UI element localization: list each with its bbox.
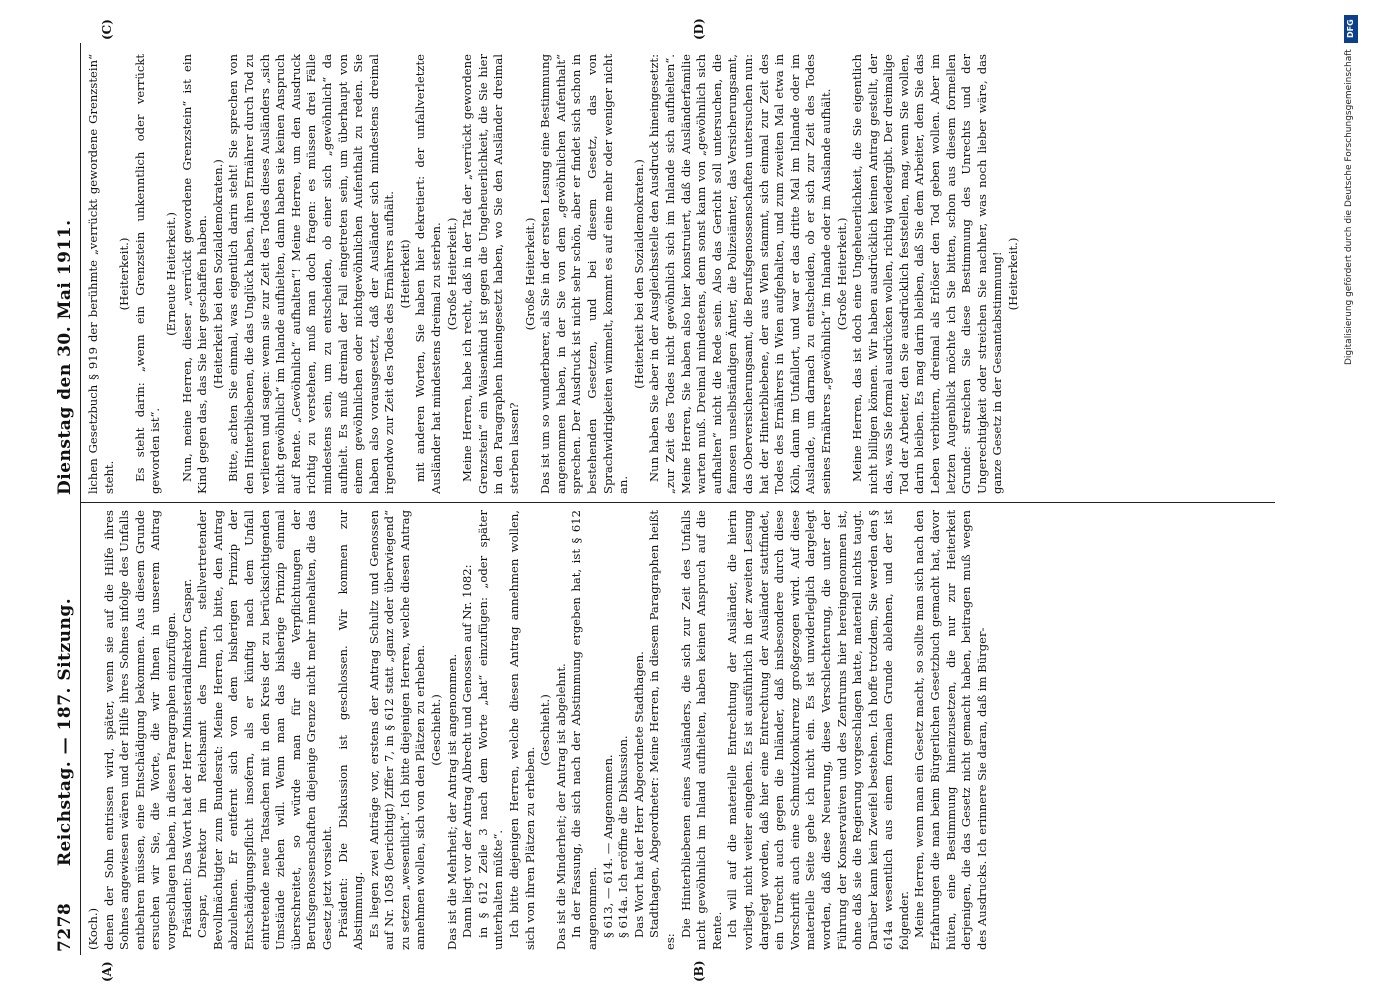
paragraph: (Große Heiterkeit.) xyxy=(444,217,459,331)
paragraph: Nun haben Sie aber in der Ausgleichsstelle den Ausdruck hineingesetzt: „zur Zeit des Todes nicht gewöhnlich sich im Inlande sich aufhielten“. Meine Herren, Sie haben also hier konstruiert, daß die Ausländerfamilie warten muß. Dreimal mindestens, denn sonst kann von „gewöhnlich sich aufhalten“ nicht die Rede sein. Also das Gericht soll untersuchen, die famosen unselbständigen Ämter, die Polizeiämter, das Versicherungsamt, das Oberversicherungsamt, die Berufsgenossenschaften untersuchen nun: hat der Hinterbliebene, der aus Wien stammt, sich einmal zur Zeit des Todes des Ernährers in Wien aufgehalten, und zum zweiten Mal etwa in Köln, dann im Unfallort, und war er das dritte Mal im Inlande oder im Auslande, um darnach zu entscheiden, ob er sich zur Zeit des Todes seines Ernährers „gewöhnlich“ im Inlande oder im Auslande aufhält. xyxy=(647,54,833,494)
paragraph: In der Fassung, die sich nach der Abstimmung ergeben hat, ist § 612 angenommen. xyxy=(569,510,599,950)
paragraph: § 614a. Ich eröffne die Diskussion. xyxy=(616,735,631,938)
paragraph: Dann liegt vor der Antrag Albrecht und Genossen auf Nr. 1082: xyxy=(460,564,475,938)
margin-mark-c: (C) xyxy=(100,19,114,40)
paragraph: Es steht darin: „wenn ein Grenzstein unkenntlich oder verrückt geworden ist“. xyxy=(132,54,163,494)
margin-mark-a: (A) xyxy=(100,961,114,982)
right-page-header xyxy=(55,55,81,495)
paragraph: Bitte, achten Sie einmal, was eigentlich darin steht! Sie sprechen von den Hinterbliebenen, die das Unglück haben, ihren Ernährer durch Tod zu verlieren und sagen: wenn sie zur Zeit des Todes dieses Ausländers „sich nicht gewöhnlich“ im Inlande aufhielten, dann haben sie keinen Anspruch auf Rente. „Gewöhnlich“ aufhalten“! Meine Herren, um den Ausdruck richtig zu verstehen, muß man doch fragen: es müssen drei Fälle mindestens sein, um zu entscheiden, ob einer sich „gewöhnlich“ da aufhielt. Es muß dreimal der Fall eingetreten sein, um überhaupt von einem gewöhnlichen oder nichtgewöhnlichen Aufenthalt zu reden. Sie haben also vorausgesetzt, daß der Ausländer sich mindestens dreimal irgendwo zur Zeit des Todes des Ernährers aufhält. xyxy=(226,54,397,494)
paragraph: Das Wort hat der Herr Abgeordnete Stadthagen. xyxy=(631,651,646,938)
page-number: 7278 xyxy=(55,902,75,952)
paragraph: Es liegen zwei Anträge vor, erstens der Antrag Schultz und Genossen auf Nr. 1058 (berichtigt) Ziffer 7, in § 612 statt „ganz oder überwiegend“ zu setzen „wesentlich“. Ich bitte diejenigen Herren, welche diesen Antrag annehmen wollen, sich von den Plätzen zu erheben. xyxy=(366,510,428,950)
paragraph: (Heiterkeit bei den Sozialdemokraten.) xyxy=(210,159,225,389)
paragraph: Ich will auf die materielle Entrechtung der Ausländer, die hierin vorliegt, nicht weiter eingehen. Es ist ausführlich in der zweiten Lesung dargelegt worden, daß hier eine Entrechtung der Ausländer stattfindet, ein Unrecht auch gegen die Inländer, daß insbesondere durch diese Vorschrift auch eine Schmutzkonkurrenz großgezogen wird. Auf diese materielle Seite gehe ich nicht ein. Es ist unwiderleglich dargelegt worden, daß diese Neuerung, diese Verschlechterung, die unter der Führung der Konservativen und des Zentrums hier hereingenommen ist, ohne daß sie die Regierung vorgeschlagen hatte, materiell nichts taugt. Darüber kann kein Zweifel bestehen. Ich hoffe trotzdem, Sie werden den § 614a wesentlich aus einem formalen Grunde ablehnen, und der ist folgender. xyxy=(725,510,911,950)
paragraph: (Große Heiterkeit.) xyxy=(834,217,849,331)
dfg-logo: DFG xyxy=(1344,15,1358,43)
right-text-column xyxy=(86,54,1271,494)
paragraph: Präsident: Die Diskussion ist geschlossen. Wir kommen zur Abstimmung. xyxy=(335,510,366,950)
margin-mark-d: (D) xyxy=(692,18,706,40)
header-rule xyxy=(80,43,81,955)
paragraph: § 613, — 614. — Angenommen. xyxy=(600,754,615,938)
paragraph: Das ist um so wunderbarer, als Sie in der ersten Lesung eine Bestimmung angenommen haben, in der Sie von dem „gewöhnlichen Aufenthalt“ sprechen. Der Ausdruck ist nicht sehr schön, aber er findet sich schon in bestehenden Gesetzen, und bei diesem Gesetz, das von Sprachwidrigkeiten wimmelt, kommt es auf eine mehr oder weniger nicht an. xyxy=(538,54,631,494)
left-running-title: Reichstag. — 187. Sitzung. xyxy=(55,597,75,867)
paragraph: Nun, meine Herren, dieser „verrückt gewordene Grenzstein“ ist ein Kind gegen das, das Sie hier geschaffen haben. xyxy=(179,54,210,494)
paragraph: (Geschieht.) xyxy=(538,694,553,766)
paragraph: (Heiterkeit.) xyxy=(1006,237,1021,311)
paragraph: Stadthagen, Abgeordneter: Meine Herren, in diesem Paragraphen heißt es: xyxy=(647,510,677,950)
paragraph: (Heiterkeit) xyxy=(397,239,412,309)
paragraph: Das ist die Minderheit; der Antrag ist abgelehnt. xyxy=(553,663,568,950)
paragraph: Caspar, Direktor im Reichsamt des Innern, stellvertretender Bevollmächtigter zum Bundesrat: Meine Herren, ich bitte, den Antrag abzulehnen. Er entfernt sich von dem bisherigen Prinzip der Entschädigungspflicht insofern, als er künftig nach dem Unfall eintretende neue Tatsachen mit in den Kreis der zu berücksichtigenden Umstände ziehen will. Wenn man das bisherige Prinzip einmal überschreitet, so würde man für die Verpflichtungen der Berufsgenossenschaften diejenige Grenze nicht mehr innehalten, die das Gesetz jetzt vorsieht. xyxy=(195,510,334,950)
paragraph: lichen Gesetzbuch § 919 der berühmte „verrückt gewordene Grenzstein“ steht. xyxy=(86,54,116,494)
paragraph: (Heiterkeit bei den Sozialdemokraten.) xyxy=(631,159,646,389)
right-running-title: Dienstag den 30. Mai 1911. xyxy=(55,219,75,495)
left-text-column xyxy=(86,510,1271,950)
paragraph: (Große Heiterkeit.) xyxy=(522,217,537,331)
paragraph: Meine Herren, wenn man ein Gesetz macht, so sollte man sich nach den Erfahrungen die man beim Bürgerlichen Gesetzbuch gemacht hat, davor hüten, eine Bestimmung hineinzusetzen, die nur zur Heiterkeit derjenigen, die das Gesetz nicht gemacht haben, beitragen muß wegen des Ausdrucks. Ich erinnere Sie daran, daß im Bürger- xyxy=(912,510,989,950)
digitization-sidebar xyxy=(1340,9,1380,991)
paragraph: in § 612 Zeile 3 nach dem Worte „hat“ einzufügen: „oder später unterhalten müßte“. xyxy=(475,510,506,950)
paragraph: denen der Sohn entrissen wird, später, wenn sie auf die Hilfe ihres Sohnes angewiesen wären und der Hilfe ihres Sohnes infolge des Unfalls entbehren müssen, eine Entschädigung bekommen. Aus diesem Grunde ersuchen wir Sie, die Worte, die wir Ihnen in unserem Antrag vorgeschlagen haben, in diesen Paragraphen einzufügen. xyxy=(101,510,178,950)
paragraph: (Koch.) xyxy=(86,907,100,950)
paragraph: Meine Herren, habe ich recht, daß in der Tat der „verrückt gewordene Grenzstein“ ein Waisenkind ist gegen die Ungeheuerlichkeit, die Sie hier in den Paragraphen hineingesetzt haben, wo Sie den Ausländer dreimal sterben lassen? xyxy=(460,54,522,494)
paragraph: mit anderen Worten, Sie haben hier dekretiert: der unfallverletzte Ausländer hat mindestens dreimal zu sterben. xyxy=(413,54,444,494)
paragraph: Die Hinterbliebenen eines Ausländers, die sich zur Zeit des Unfalls nicht gewöhnlich im Inland aufhielten, haben keinen Anspruch auf die Rente. xyxy=(678,510,724,950)
paragraph: Präsident: Das Wort hat der Herr Ministerialdirektor Caspar. xyxy=(179,578,194,938)
column-divider xyxy=(80,502,1275,503)
paragraph: (Erneute Heiterkeit.) xyxy=(163,212,178,336)
paragraph: (Heiterkeit.) xyxy=(117,237,132,311)
left-page-header xyxy=(55,512,81,952)
paragraph: Meine Herren, das ist doch eine Ungeheuerlichkeit, die Sie eigentlich nicht billigen können. Wir haben ausdrücklich keinen Antrag gestellt, der das, was Sie formal ausdrücken wollen, richtig wiedergibt. Der dreimalige Tod der Arbeiter, den Sie ausdrücklich feststellen, mag, wenn Sie wollen, darin bleiben. Es mag darin bleiben, daß Sie dem Arbeiter, dem Sie das Leben verbittern, dreimal als Erlöser den Tod geben wollen. Aber im letzten Augenblick möchte ich Sie bitten, schon aus diesem formellen Grunde: streichen Sie diese Bestimmung des Unrechts und der Ungerechtigkeit oder streichen Sie nachher, was noch lieber wäre, das ganze Gesetz in der Gesamtabstimmung! xyxy=(850,54,1005,494)
digitization-credit: Digitalisierung gefördert durch die Deutsche Forschungsgemeinschaft xyxy=(1344,49,1354,365)
paragraph: Ich bitte diejenigen Herren, welche diesen Antrag annehmen wollen, sich von ihren Plätzen zu erheben. xyxy=(507,510,537,950)
margin-mark-b: (B) xyxy=(692,960,706,982)
paragraph: Das ist die Mehrheit; der Antrag ist angenommen. xyxy=(444,653,459,950)
paragraph: (Geschieht.) xyxy=(429,694,444,766)
